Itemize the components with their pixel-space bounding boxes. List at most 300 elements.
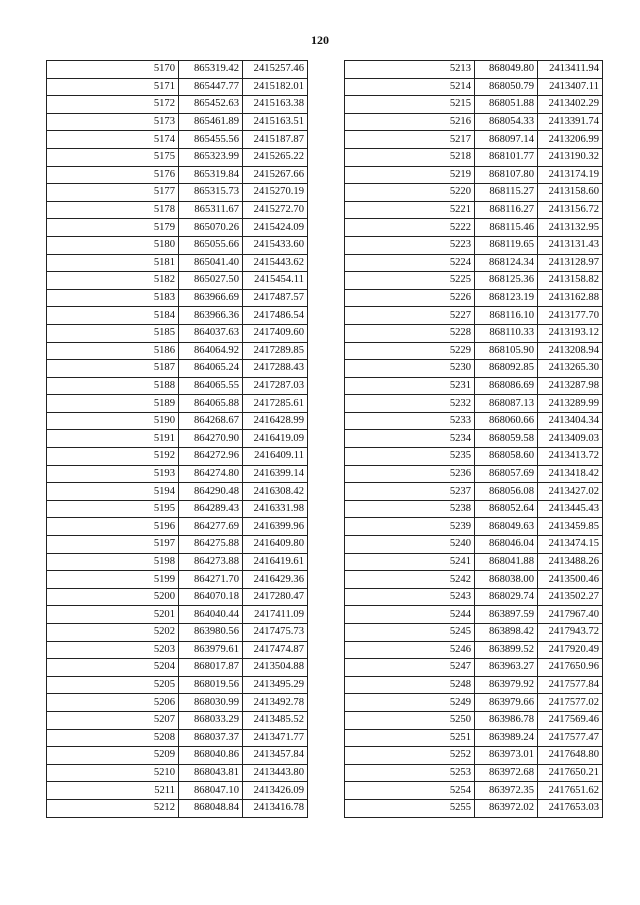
point-number-cell: 5216: [345, 113, 475, 131]
table-row: [345, 729, 603, 747]
table-row: [47, 624, 308, 642]
y-coordinate-cell: 2415182.01: [243, 78, 308, 96]
point-number-cell: 5209: [47, 747, 179, 765]
x-coordinate-cell: 868019.56: [179, 676, 243, 694]
point-number-cell: 5227: [345, 307, 475, 325]
x-coordinate-cell: 868107.80: [475, 166, 538, 184]
y-coordinate-cell: 2417285.61: [243, 395, 308, 413]
table-row: [47, 254, 308, 272]
x-coordinate-cell: 865323.99: [179, 148, 243, 166]
point-number-cell: 5192: [47, 448, 179, 466]
table-row: [47, 131, 308, 149]
table-row: [345, 711, 603, 729]
y-coordinate-cell: 2417650.21: [538, 764, 603, 782]
y-coordinate-cell: 2417474.87: [243, 641, 308, 659]
point-number-cell: 5187: [47, 360, 179, 378]
point-number-cell: 5207: [47, 711, 179, 729]
x-coordinate-cell: 864065.55: [179, 377, 243, 395]
x-coordinate-cell: 868057.69: [475, 465, 538, 483]
y-coordinate-cell: 2413488.26: [538, 553, 603, 571]
point-number-cell: 5248: [345, 676, 475, 694]
y-coordinate-cell: 2413162.88: [538, 289, 603, 307]
y-coordinate-cell: 2413265.30: [538, 360, 603, 378]
x-coordinate-cell: 868110.33: [475, 324, 538, 342]
table-row: [345, 78, 603, 96]
table-row: [47, 553, 308, 571]
y-coordinate-cell: 2415265.22: [243, 148, 308, 166]
point-number-cell: 5245: [345, 624, 475, 642]
x-coordinate-cell: 868046.04: [475, 536, 538, 554]
y-coordinate-cell: 2413502.27: [538, 588, 603, 606]
point-number-cell: 5221: [345, 201, 475, 219]
y-coordinate-cell: 2413495.29: [243, 676, 308, 694]
table-row: [345, 395, 603, 413]
point-number-cell: 5178: [47, 201, 179, 219]
y-coordinate-cell: 2413174.19: [538, 166, 603, 184]
table-row: [47, 307, 308, 325]
table-row: [345, 764, 603, 782]
table-row: [345, 588, 603, 606]
point-number-cell: 5205: [47, 676, 179, 694]
table-row: [47, 606, 308, 624]
point-number-cell: 5251: [345, 729, 475, 747]
x-coordinate-cell: 864065.88: [179, 395, 243, 413]
table-row: [345, 782, 603, 800]
x-coordinate-cell: 865055.66: [179, 236, 243, 254]
point-number-cell: 5237: [345, 483, 475, 501]
y-coordinate-cell: 2413190.32: [538, 148, 603, 166]
x-coordinate-cell: 868116.10: [475, 307, 538, 325]
table-row: [345, 254, 603, 272]
x-coordinate-cell: 863966.69: [179, 289, 243, 307]
table-row: [47, 78, 308, 96]
table-row: [345, 113, 603, 131]
table-row: [47, 747, 308, 765]
x-coordinate-cell: 865319.84: [179, 166, 243, 184]
y-coordinate-cell: 2413177.70: [538, 307, 603, 325]
y-coordinate-cell: 2417411.09: [243, 606, 308, 624]
table-row: [47, 377, 308, 395]
y-coordinate-cell: 2413208.94: [538, 342, 603, 360]
point-number-cell: 5232: [345, 395, 475, 413]
y-coordinate-cell: 2417920.49: [538, 641, 603, 659]
point-number-cell: 5170: [47, 61, 179, 79]
x-coordinate-cell: 868058.60: [475, 448, 538, 466]
table-row: [345, 184, 603, 202]
x-coordinate-cell: 865070.26: [179, 219, 243, 237]
x-coordinate-cell: 864277.69: [179, 518, 243, 536]
table-row: [345, 659, 603, 677]
table-row: [47, 430, 308, 448]
y-coordinate-cell: 2415454.11: [243, 272, 308, 290]
x-coordinate-cell: 868040.86: [179, 747, 243, 765]
y-coordinate-cell: 2417577.84: [538, 676, 603, 694]
table-row: [345, 676, 603, 694]
y-coordinate-cell: 2417943.72: [538, 624, 603, 642]
table-row: [345, 536, 603, 554]
table-row: [47, 465, 308, 483]
x-coordinate-cell: 865315.73: [179, 184, 243, 202]
table-row: [345, 96, 603, 114]
x-coordinate-cell: 864064.92: [179, 342, 243, 360]
table-row: [47, 184, 308, 202]
x-coordinate-cell: 868060.66: [475, 412, 538, 430]
point-number-cell: 5171: [47, 78, 179, 96]
y-coordinate-cell: 2415257.46: [243, 61, 308, 79]
x-coordinate-cell: 868115.46: [475, 219, 538, 237]
x-coordinate-cell: 868017.87: [179, 659, 243, 677]
x-coordinate-cell: 868050.79: [475, 78, 538, 96]
table-row: [345, 61, 603, 79]
x-coordinate-cell: 863989.24: [475, 729, 538, 747]
x-coordinate-cell: 863966.36: [179, 307, 243, 325]
table-row: [345, 342, 603, 360]
point-number-cell: 5186: [47, 342, 179, 360]
x-coordinate-cell: 864270.90: [179, 430, 243, 448]
x-coordinate-cell: 868049.80: [475, 61, 538, 79]
point-number-cell: 5230: [345, 360, 475, 378]
x-coordinate-cell: 868051.88: [475, 96, 538, 114]
table-row: [345, 377, 603, 395]
y-coordinate-cell: 2413413.72: [538, 448, 603, 466]
point-number-cell: 5208: [47, 729, 179, 747]
x-coordinate-cell: 863979.92: [475, 676, 538, 694]
y-coordinate-cell: 2415270.19: [243, 184, 308, 202]
y-coordinate-cell: 2413418.42: [538, 465, 603, 483]
x-coordinate-cell: 865319.42: [179, 61, 243, 79]
table-row: [47, 711, 308, 729]
y-coordinate-cell: 2413407.11: [538, 78, 603, 96]
point-number-cell: 5246: [345, 641, 475, 659]
table-row: [47, 272, 308, 290]
point-number-cell: 5179: [47, 219, 179, 237]
point-number-cell: 5225: [345, 272, 475, 290]
page-number: 120: [311, 33, 329, 47]
point-number-cell: 5172: [47, 96, 179, 114]
y-coordinate-cell: 2415187.87: [243, 131, 308, 149]
table-row: [47, 518, 308, 536]
point-number-cell: 5250: [345, 711, 475, 729]
table-row: [47, 536, 308, 554]
point-number-cell: 5254: [345, 782, 475, 800]
point-number-cell: 5181: [47, 254, 179, 272]
point-number-cell: 5228: [345, 324, 475, 342]
point-number-cell: 5200: [47, 588, 179, 606]
table-row: [47, 782, 308, 800]
y-coordinate-cell: 2413206.99: [538, 131, 603, 149]
y-coordinate-cell: 2413131.43: [538, 236, 603, 254]
table-row: [47, 342, 308, 360]
y-coordinate-cell: 2417475.73: [243, 624, 308, 642]
x-coordinate-cell: 868125.36: [475, 272, 538, 290]
table-row: [47, 412, 308, 430]
table-row: [345, 148, 603, 166]
table-row: [345, 289, 603, 307]
x-coordinate-cell: 864271.70: [179, 571, 243, 589]
y-coordinate-cell: 2416308.42: [243, 483, 308, 501]
y-coordinate-cell: 2413485.52: [243, 711, 308, 729]
x-coordinate-cell: 868092.85: [475, 360, 538, 378]
point-number-cell: 5234: [345, 430, 475, 448]
point-number-cell: 5212: [47, 799, 179, 817]
y-coordinate-cell: 2416399.14: [243, 465, 308, 483]
y-coordinate-cell: 2413471.77: [243, 729, 308, 747]
y-coordinate-cell: 2413426.09: [243, 782, 308, 800]
table-row: [47, 483, 308, 501]
point-number-cell: 5191: [47, 430, 179, 448]
point-number-cell: 5253: [345, 764, 475, 782]
x-coordinate-cell: 863899.52: [475, 641, 538, 659]
y-coordinate-cell: 2417577.02: [538, 694, 603, 712]
table-row: [47, 588, 308, 606]
x-coordinate-cell: 863897.59: [475, 606, 538, 624]
y-coordinate-cell: 2417280.47: [243, 588, 308, 606]
table-row: [47, 659, 308, 677]
x-coordinate-cell: 868097.14: [475, 131, 538, 149]
x-coordinate-cell: 863979.61: [179, 641, 243, 659]
x-coordinate-cell: 864273.88: [179, 553, 243, 571]
table-row: [47, 166, 308, 184]
y-coordinate-cell: 2413416.78: [243, 799, 308, 817]
table-row: [47, 641, 308, 659]
point-number-cell: 5180: [47, 236, 179, 254]
table-row: [47, 201, 308, 219]
table-row: [345, 166, 603, 184]
x-coordinate-cell: 868059.58: [475, 430, 538, 448]
point-number-cell: 5242: [345, 571, 475, 589]
x-coordinate-cell: 868047.10: [179, 782, 243, 800]
x-coordinate-cell: 868029.74: [475, 588, 538, 606]
table-row: [47, 236, 308, 254]
x-coordinate-cell: 864290.48: [179, 483, 243, 501]
point-number-cell: 5197: [47, 536, 179, 554]
table-row: [47, 360, 308, 378]
x-coordinate-cell: 868105.90: [475, 342, 538, 360]
table-row: [345, 131, 603, 149]
table-row: [345, 624, 603, 642]
point-number-cell: 5182: [47, 272, 179, 290]
point-number-cell: 5243: [345, 588, 475, 606]
y-coordinate-cell: 2417653.03: [538, 799, 603, 817]
point-number-cell: 5255: [345, 799, 475, 817]
y-coordinate-cell: 2415433.60: [243, 236, 308, 254]
point-number-cell: 5249: [345, 694, 475, 712]
table-row: [345, 500, 603, 518]
point-number-cell: 5236: [345, 465, 475, 483]
table-row: [47, 61, 308, 79]
table-row: [345, 483, 603, 501]
x-coordinate-cell: 864065.24: [179, 360, 243, 378]
point-number-cell: 5189: [47, 395, 179, 413]
table-row: [345, 465, 603, 483]
table-row: [47, 764, 308, 782]
point-number-cell: 5173: [47, 113, 179, 131]
y-coordinate-cell: 2417577.47: [538, 729, 603, 747]
table-row: [47, 694, 308, 712]
y-coordinate-cell: 2413158.82: [538, 272, 603, 290]
y-coordinate-cell: 2413427.02: [538, 483, 603, 501]
point-number-cell: 5226: [345, 289, 475, 307]
point-number-cell: 5214: [345, 78, 475, 96]
point-number-cell: 5222: [345, 219, 475, 237]
coordinates-table-left: [46, 60, 308, 818]
point-number-cell: 5188: [47, 377, 179, 395]
x-coordinate-cell: 868030.99: [179, 694, 243, 712]
y-coordinate-cell: 2413132.95: [538, 219, 603, 237]
table-row: [345, 360, 603, 378]
x-coordinate-cell: 864070.18: [179, 588, 243, 606]
x-coordinate-cell: 868048.84: [179, 799, 243, 817]
point-number-cell: 5195: [47, 500, 179, 518]
x-coordinate-cell: 863972.35: [475, 782, 538, 800]
y-coordinate-cell: 2413402.29: [538, 96, 603, 114]
x-coordinate-cell: 865455.56: [179, 131, 243, 149]
table-row: [345, 201, 603, 219]
y-coordinate-cell: 2417288.43: [243, 360, 308, 378]
point-number-cell: 5223: [345, 236, 475, 254]
point-number-cell: 5193: [47, 465, 179, 483]
y-coordinate-cell: 2413474.15: [538, 536, 603, 554]
table-row: [345, 324, 603, 342]
x-coordinate-cell: 868038.00: [475, 571, 538, 589]
y-coordinate-cell: 2413404.34: [538, 412, 603, 430]
point-number-cell: 5202: [47, 624, 179, 642]
y-coordinate-cell: 2413492.78: [243, 694, 308, 712]
y-coordinate-cell: 2415163.38: [243, 96, 308, 114]
x-coordinate-cell: 868033.29: [179, 711, 243, 729]
y-coordinate-cell: 2417287.03: [243, 377, 308, 395]
table-row: [47, 729, 308, 747]
point-number-cell: 5233: [345, 412, 475, 430]
x-coordinate-cell: 868043.81: [179, 764, 243, 782]
coordinates-table-right: [344, 60, 603, 818]
y-coordinate-cell: 2413158.60: [538, 184, 603, 202]
point-number-cell: 5174: [47, 131, 179, 149]
table-row: [345, 430, 603, 448]
x-coordinate-cell: 868052.64: [475, 500, 538, 518]
x-coordinate-cell: 868054.33: [475, 113, 538, 131]
y-coordinate-cell: 2416428.99: [243, 412, 308, 430]
x-coordinate-cell: 864040.44: [179, 606, 243, 624]
y-coordinate-cell: 2416409.11: [243, 448, 308, 466]
x-coordinate-cell: 868041.88: [475, 553, 538, 571]
point-number-cell: 5229: [345, 342, 475, 360]
x-coordinate-cell: 863972.68: [475, 764, 538, 782]
point-number-cell: 5219: [345, 166, 475, 184]
y-coordinate-cell: 2413289.99: [538, 395, 603, 413]
point-number-cell: 5247: [345, 659, 475, 677]
table-row: [345, 553, 603, 571]
table-row: [345, 799, 603, 817]
table-row: [47, 113, 308, 131]
table-row: [47, 148, 308, 166]
x-coordinate-cell: 868124.34: [475, 254, 538, 272]
x-coordinate-cell: 868049.63: [475, 518, 538, 536]
x-coordinate-cell: 865311.67: [179, 201, 243, 219]
point-number-cell: 5240: [345, 536, 475, 554]
y-coordinate-cell: 2417486.54: [243, 307, 308, 325]
point-number-cell: 5224: [345, 254, 475, 272]
x-coordinate-cell: 865447.77: [179, 78, 243, 96]
table-row: [47, 571, 308, 589]
point-number-cell: 5241: [345, 553, 475, 571]
x-coordinate-cell: 865452.63: [179, 96, 243, 114]
x-coordinate-cell: 864272.96: [179, 448, 243, 466]
x-coordinate-cell: 865041.40: [179, 254, 243, 272]
table-row: [47, 676, 308, 694]
y-coordinate-cell: 2416429.36: [243, 571, 308, 589]
table-row: [47, 324, 308, 342]
y-coordinate-cell: 2417650.96: [538, 659, 603, 677]
y-coordinate-cell: 2415443.62: [243, 254, 308, 272]
y-coordinate-cell: 2413459.85: [538, 518, 603, 536]
table-row: [345, 448, 603, 466]
point-number-cell: 5198: [47, 553, 179, 571]
y-coordinate-cell: 2417569.46: [538, 711, 603, 729]
table-row: [345, 747, 603, 765]
table-row: [47, 799, 308, 817]
x-coordinate-cell: 864037.63: [179, 324, 243, 342]
table-row: [47, 500, 308, 518]
y-coordinate-cell: 2413287.98: [538, 377, 603, 395]
y-coordinate-cell: 2413411.94: [538, 61, 603, 79]
x-coordinate-cell: 864289.43: [179, 500, 243, 518]
table-row: [47, 395, 308, 413]
point-number-cell: 5215: [345, 96, 475, 114]
point-number-cell: 5194: [47, 483, 179, 501]
table-row: [47, 448, 308, 466]
y-coordinate-cell: 2417651.62: [538, 782, 603, 800]
point-number-cell: 5218: [345, 148, 475, 166]
y-coordinate-cell: 2417289.85: [243, 342, 308, 360]
y-coordinate-cell: 2413193.12: [538, 324, 603, 342]
table-row: [47, 96, 308, 114]
point-number-cell: 5239: [345, 518, 475, 536]
x-coordinate-cell: 863973.01: [475, 747, 538, 765]
point-number-cell: 5211: [47, 782, 179, 800]
point-number-cell: 5206: [47, 694, 179, 712]
point-number-cell: 5175: [47, 148, 179, 166]
x-coordinate-cell: 863980.56: [179, 624, 243, 642]
x-coordinate-cell: 868087.13: [475, 395, 538, 413]
y-coordinate-cell: 2413504.88: [243, 659, 308, 677]
y-coordinate-cell: 2413391.74: [538, 113, 603, 131]
x-coordinate-cell: 868115.27: [475, 184, 538, 202]
point-number-cell: 5184: [47, 307, 179, 325]
table-row: [345, 694, 603, 712]
y-coordinate-cell: 2413457.84: [243, 747, 308, 765]
point-number-cell: 5217: [345, 131, 475, 149]
table-row: [345, 272, 603, 290]
x-coordinate-cell: 864274.80: [179, 465, 243, 483]
table-row: [47, 219, 308, 237]
point-number-cell: 5185: [47, 324, 179, 342]
y-coordinate-cell: 2415163.51: [243, 113, 308, 131]
y-coordinate-cell: 2416419.09: [243, 430, 308, 448]
table-row: [345, 307, 603, 325]
y-coordinate-cell: 2413445.43: [538, 500, 603, 518]
point-number-cell: 5196: [47, 518, 179, 536]
y-coordinate-cell: 2413409.03: [538, 430, 603, 448]
y-coordinate-cell: 2413443.80: [243, 764, 308, 782]
point-number-cell: 5238: [345, 500, 475, 518]
y-coordinate-cell: 2413500.46: [538, 571, 603, 589]
table-row: [345, 412, 603, 430]
x-coordinate-cell: 868056.08: [475, 483, 538, 501]
x-coordinate-cell: 865027.50: [179, 272, 243, 290]
x-coordinate-cell: 864268.67: [179, 412, 243, 430]
y-coordinate-cell: 2416419.61: [243, 553, 308, 571]
